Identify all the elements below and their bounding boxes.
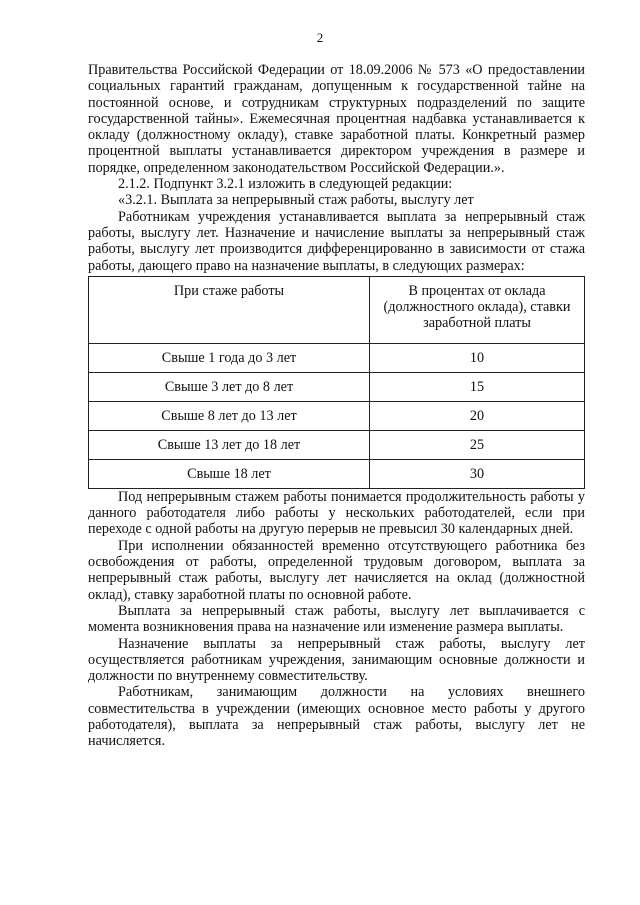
table-row bbox=[89, 430, 585, 459]
table-header-cell: В процентах от оклада (должностного оклада), ставки заработной платы bbox=[370, 276, 585, 343]
paragraph-continuous-service: Под непрерывным стажем работы понимается продолжительность работы у данного работодателя либо работы у нескольких работодателей, если при переходе с одной работы на другую перерыв не превысил 30 календарных дней. bbox=[88, 488, 585, 538]
table-cell: 25 bbox=[370, 430, 585, 459]
table-cell: 10 bbox=[370, 343, 585, 372]
table-row bbox=[89, 401, 585, 430]
table-row bbox=[89, 372, 585, 401]
seniority-table bbox=[88, 276, 585, 489]
table-cell: 15 bbox=[370, 372, 585, 401]
table-row bbox=[89, 343, 585, 372]
table-cell: Свыше 18 лет bbox=[89, 459, 370, 488]
paragraph-subclause-title: «3.2.1. Выплата за непрерывный стаж работы, выслугу лет bbox=[118, 192, 474, 209]
paragraph-amendment: 2.1.2. Подпункт 3.2.1 изложить в следующей редакции: bbox=[118, 176, 453, 193]
table-cell: Свыше 8 лет до 13 лет bbox=[89, 401, 370, 430]
table-cell: 20 bbox=[370, 401, 585, 430]
paragraph-payment-start: Выплата за непрерывный стаж работы, выслугу лет выплачивается с момента возникновения права на назначение или изменение размера выплаты. bbox=[88, 602, 585, 636]
table-cell: 30 bbox=[370, 459, 585, 488]
page-number: 2 bbox=[316, 30, 324, 45]
document-body bbox=[88, 62, 585, 750]
paragraph-external-part-time: Работникам, занимающим должности на условиях внешнего совместительства в учреждении (имеющих основное место работы у другого работодателя), выплата за непрерывный стаж работы, выслугу лет не начисляется. bbox=[88, 684, 585, 750]
table-row bbox=[89, 459, 585, 488]
paragraph-temporary-duties: При исполнении обязанностей временно отсутствующего работника без освобождения от работы, определенной трудовым договором, выплата за непрерывный стаж работы, выслугу лет начисляется на оклад (должностной оклад), ставку заработной платы по основной работе. bbox=[88, 537, 585, 603]
paragraph-internal-part-time: Назначение выплаты за непрерывный стаж работы, выслугу лет осуществляется работникам учреждения, занимающим основные должности и должности по внутреннему совместительству. bbox=[88, 635, 585, 685]
table-cell: Свыше 1 года до 3 лет bbox=[89, 343, 370, 372]
table-cell: Свыше 13 лет до 18 лет bbox=[89, 430, 370, 459]
table-header-cell: При стаже работы bbox=[89, 276, 370, 343]
table-cell: Свыше 3 лет до 8 лет bbox=[89, 372, 370, 401]
paragraph-continuation: Правительства Российской Федерации от 18.09.2006 № 573 «О предоставлении социальных гарантий гражданам, допущенным к государственной тайне на постоянной основе, и сотрудникам структурных подразделений по защите государственной тайны». Ежемесячная процентная надбавка устанавливается к окладу (должностному окладу), ставке заработной платы. Конкретный размер процентной выплаты устанавливается директором учреждения в размере и порядке, определенном законодательством Российской Федерации.». bbox=[88, 62, 585, 176]
paragraph-payment-intro: Работникам учреждения устанавливается выплата за непрерывный стаж работы, выслугу лет. Назначение и начисление выплаты за непрерывный стаж работы, выслугу лет производится дифференцированно в зависимости от стажа работы, дающего право на назначение выплаты, в следующих размерах: bbox=[88, 208, 585, 274]
table-header-row bbox=[89, 276, 585, 343]
